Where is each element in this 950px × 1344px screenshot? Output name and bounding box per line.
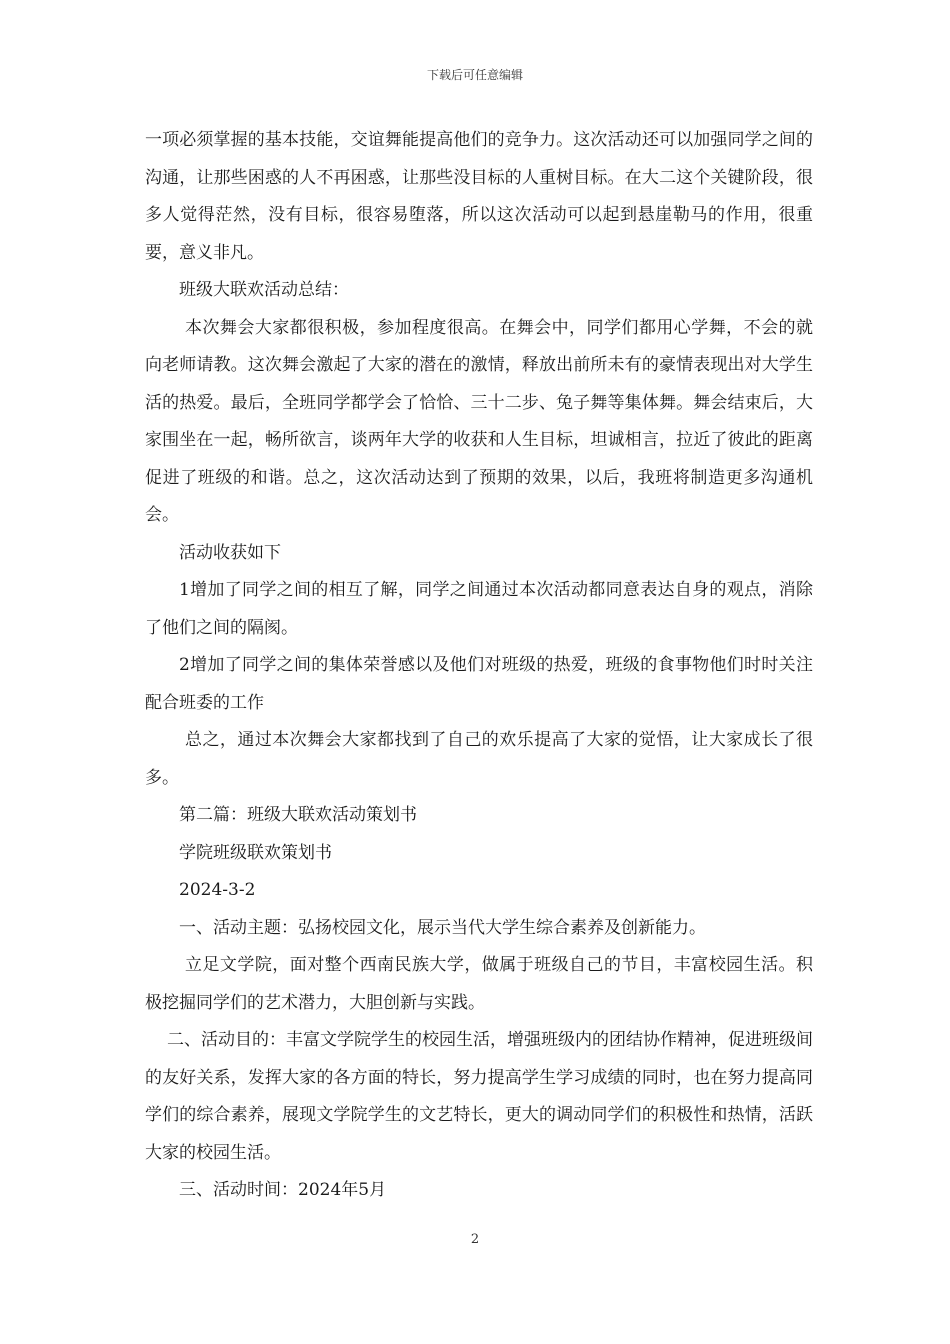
paragraph-4: 活动收获如下	[179, 542, 281, 563]
paragraph-3: 本次舞会大家都很积极，参加程度很高。在舞会中，同学们都用心学舞，不会的就向老师请教。这次舞会激起了大家的潜在的激情，释放出前所未有的豪情表现出对大学生活的热爱。最后，全班同学都学会了恰恰、三十二步、兔子舞等集体舞。舞会结束后，大家围坐在一起，畅所欲言，谈两年大学的收获和人生目标，坦诚相言，拉近了彼此的距离促进了班级的和谐。总之，这次活动达到了预期的效果，以后，我班将制造更多沟通机会。	[145, 317, 813, 525]
paragraph-2: 班级大联欢活动总结：	[179, 280, 349, 300]
document-body	[145, 122, 813, 1210]
paragraph-1: 一项必须掌握的基本技能，交谊舞能提高他们的竞争力。这次活动还可以加强同学之间的沟通，让那些困惑的人不再困惑，让那些没目标的人重树目标。在大二这个关键阶段，很多人觉得茫然，没有目标，很容易堕落，所以这次活动可以起到悬崖勒马的作用，很重要，意义非凡。	[145, 130, 813, 263]
paragraph-6: 2增加了同学之间的集体荣誉感以及他们对班级的热爱，班级的食事物他们时时关注配合班委的工作	[145, 655, 813, 713]
paragraph-10: 2024-3-2	[179, 880, 256, 900]
paragraph-13: 二、活动目的：丰富文学院学生的校园生活，增强班级内的团结协作精神，促进班级间的友好关系，发挥大家的各方面的特长，努力提高学生学习成绩的同时，也在努力提高同学们的综合素养，展现文学院学生的文艺特长，更大的调动同学们的积极性和热情，活跃大家的校园生活。	[145, 1030, 813, 1163]
paragraph-12: 立足文学院，面对整个西南民族大学，做属于班级自己的节目，丰富校园生活。积极挖掘同学们的艺术潜力，大胆创新与实践。	[145, 955, 813, 1013]
paragraph-5: 1增加了同学之间的相互了解，同学之间通过本次活动都同意表达自身的观点，消除了他们之间的隔阂。	[145, 580, 813, 638]
page-number: 2	[470, 1232, 480, 1247]
paragraph-14: 三、活动时间：2024年5月	[179, 1180, 387, 1200]
page-header: 下载后可任意编辑	[426, 68, 523, 82]
paragraph-7: 总之，通过本次舞会大家都找到了自己的欢乐提高了大家的觉悟，让大家成长了很多。	[145, 730, 813, 788]
paragraph-11: 一、活动主题：弘扬校园文化，展示当代大学生综合素养及创新能力。	[179, 917, 706, 938]
paragraph-8: 第二篇：班级大联欢活动策划书	[179, 805, 417, 825]
paragraph-9: 学院班级联欢策划书	[179, 842, 332, 863]
